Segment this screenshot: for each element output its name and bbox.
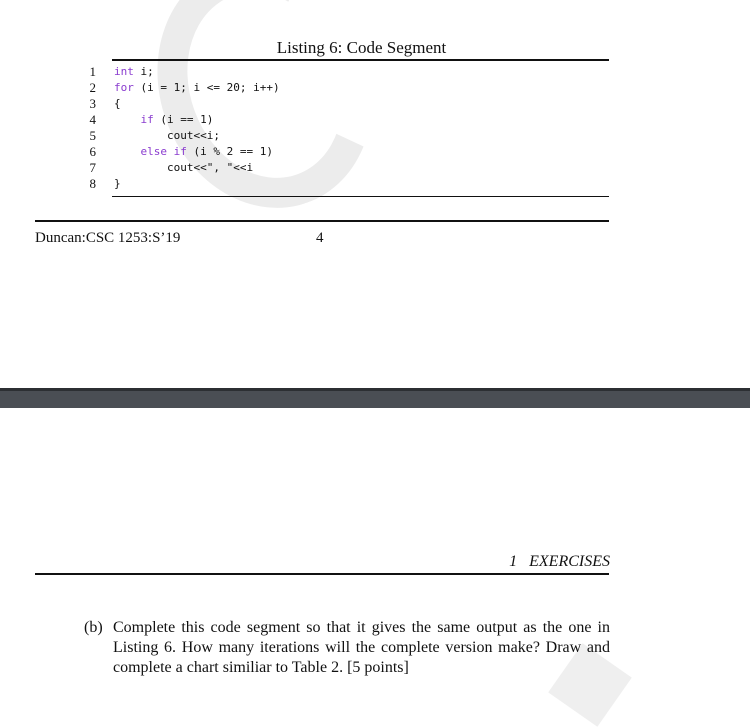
exercise-text: Complete this code segment so that it gives the same output as the one in Listing 6. How many iterations will the complete version make? Draw and complete a chart similiar to Table 2. [5 points]: [113, 619, 610, 676]
code-token: (i % 2 == 1): [186, 145, 273, 158]
section-number: 1: [509, 553, 518, 570]
code-keyword: if: [140, 113, 154, 126]
section-title: EXERCISES: [529, 553, 610, 570]
line-number: 5: [89, 128, 96, 143]
line-number: 1: [89, 64, 96, 79]
code-text: [114, 145, 273, 158]
code-token: [114, 113, 141, 126]
code-token: [114, 145, 141, 158]
code-token: (i = 1; i <= 20; i++): [133, 81, 280, 94]
line-number: 6: [89, 144, 96, 159]
code-text: [114, 65, 154, 78]
listing-bottom-rule: [112, 196, 609, 197]
footer-course: Duncan:CSC 1253:S’19: [35, 230, 181, 246]
code-token: i;: [133, 65, 154, 78]
footer-rule: [35, 220, 609, 222]
listing-top-rule: [112, 59, 609, 61]
code-text: [114, 161, 253, 174]
code-keyword: int: [114, 65, 134, 78]
page-separator-edge: [0, 388, 750, 391]
footer-page-number: 4: [316, 230, 324, 246]
code-text: [114, 177, 121, 190]
line-number: 2: [89, 80, 96, 95]
exercise-label: (b): [84, 619, 103, 636]
section-header: [509, 553, 610, 571]
line-number: 3: [89, 96, 96, 111]
line-number: 4: [89, 112, 96, 127]
code-token: {: [114, 97, 121, 110]
code-token: cout<<i;: [114, 129, 220, 142]
code-token: cout<<", "<<i: [114, 161, 254, 174]
code-token: }: [114, 177, 121, 190]
line-number: 7: [89, 160, 96, 175]
listing-title: Listing 6: Code Segment: [276, 38, 447, 57]
page-separator: [0, 388, 750, 408]
code-text: [114, 81, 280, 94]
code-text: [114, 113, 213, 126]
code-keyword: for: [114, 81, 134, 94]
code-keyword: else if: [140, 145, 187, 158]
line-number: 8: [89, 176, 96, 191]
header-rule: [35, 573, 609, 575]
code-token: (i == 1): [153, 113, 214, 126]
code-text: [114, 97, 121, 110]
exercise-item: [84, 618, 610, 678]
code-text: [114, 129, 220, 142]
